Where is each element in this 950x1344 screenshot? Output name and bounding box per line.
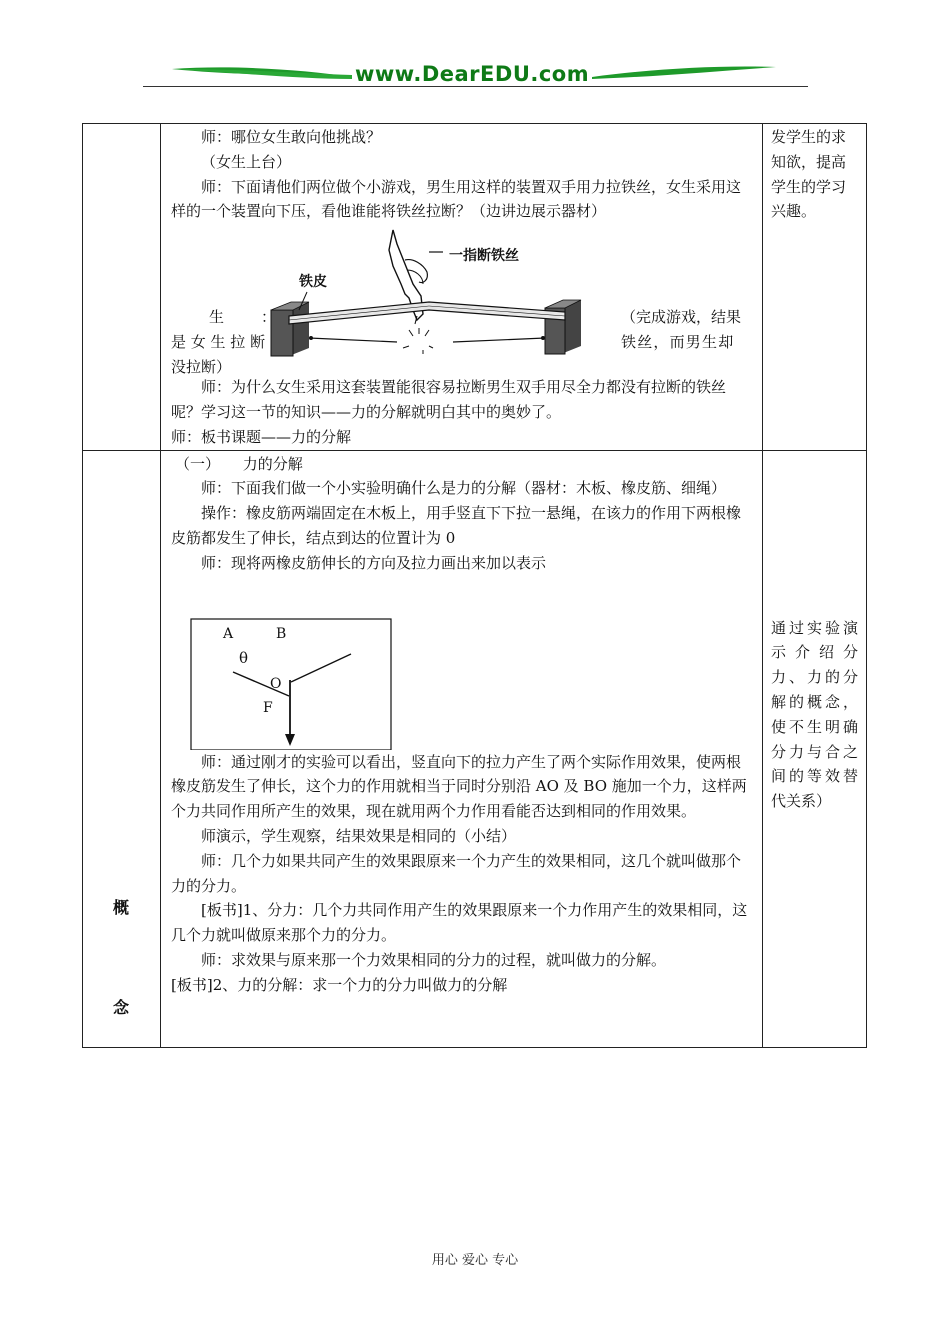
figure-label-pull: 一指断铁丝 [449,248,519,265]
right-block [545,300,581,354]
teaching-note: 发学生的求知欲，提高学生的学习兴趣。 [771,128,847,221]
table-row [83,450,867,1047]
row1-content-cell [161,124,763,451]
dialog-line: 师演示，学生观察，结果效果是相同的（小结） [201,826,517,845]
table-row [83,124,867,451]
rubber-band-bo [291,654,351,682]
diagram-label-f: F [263,699,273,716]
student-text: 生 [209,308,225,327]
section-heading [171,452,752,477]
force-arrowhead [285,734,295,746]
dialog-line: 师：板书课题——力的分解 [171,427,352,446]
force-decomposition-diagram [161,576,762,750]
row2-content-cell [161,450,763,1047]
row1-note-cell [763,124,867,451]
left-block [271,302,309,356]
section-label-cell [83,450,161,1047]
force-diagram-block [171,576,752,750]
board-outline [191,619,391,750]
row2-note-cell [763,450,867,1047]
diagram-label-a: A [223,625,234,642]
game-figure-block [171,224,752,375]
student-text: （完成游戏，结果 [621,308,742,327]
diagram-label-b: B [276,625,287,642]
student-text: 是 女 生 拉 断 [171,333,266,352]
iron-wire [309,328,545,354]
student-text: 没拉断） [171,358,232,377]
section-label-char: 念 [113,997,130,1017]
heading-text: 力的分解 [242,454,303,473]
dialog-line: 师：几个力如果共同产生的效果跟原来一个力产生的效果相同，这几个就叫做那个力的分力。 [171,851,742,895]
dialog-line: 师：下面请他们两位做个小游戏，男生用这样的装置双手用力拉铁丝，女生采用这样的一个装置向下压，看他谁能将铁丝拉断？（边讲边展示器材） [171,177,742,221]
right-swoosh [592,66,776,79]
board-note: [板书]2、力的分解：求一个力的分力叫做力的分解 [171,975,508,994]
diagram-label-o: O [270,675,282,692]
lesson-table [82,123,867,1048]
header-divider [143,86,808,87]
row1-label-cell [83,124,161,451]
dialog-line: 师：下面我们做一个小实验明确什么是力的分解（器材：木板、橡皮筋、细绳） [201,479,727,498]
diagram-label-theta: θ [239,648,249,667]
teaching-note: 通过实验演示介绍分力、力的分解的概念，使不生明确分力与合之间的等效替代关系） [771,618,858,811]
dialog-line: 操作：橡皮筋两端固定在木板上，用手竖直下下拉一悬绳，在该力的作用下两根橡皮筋都发生了伸长，结点到达的位置计为 0 [171,504,742,547]
dialog-line: （女生上台） [201,152,292,171]
student-text: ： [261,308,277,327]
dialog-line: 师：求效果与原来那一个力效果相同的分力的过程，就叫做力的分解。 [201,950,667,969]
dialog-line: 师：哪位女生敢向他挑战？ [201,128,382,146]
dialog-line: 师：为什么女生采用这套装置能很容易拉断男生双手用尽全力都没有拉断的铁丝呢？学习这一节的知识——力的分解就明白其中的奥妙了。 [171,378,727,421]
site-logo-text: www.DearEDU.com [355,62,590,86]
section-label-char: 概 [113,897,130,917]
heading-number: （一） [175,454,221,473]
dialog-line: 师：通过刚才的实验可以看出，竖直向下的拉力产生了两个实际作用效果，使两根橡皮筋发生了伸长，这个力的作用就相当于同时分别沿 AO 及 BO 施加一个力，这样两个力共同作用所产生的效果，现在就用两个力作用看能否达到相同的作用效果。 [171,752,747,821]
page-footer: 用心 爱心 专心 [431,1253,519,1268]
board-note: [板书]1、分力：几个力共同作用产生的效果跟原来一个力作用产生的效果相同，这几个力就叫做原来那个力的分力。 [171,901,748,945]
student-text: 铁丝，而男生却 [621,333,735,352]
figure-label-skin: 铁皮 [299,274,327,291]
dialog-line: 师：现将两橡皮筋伸长的方向及拉力画出来加以表示 [201,553,547,572]
